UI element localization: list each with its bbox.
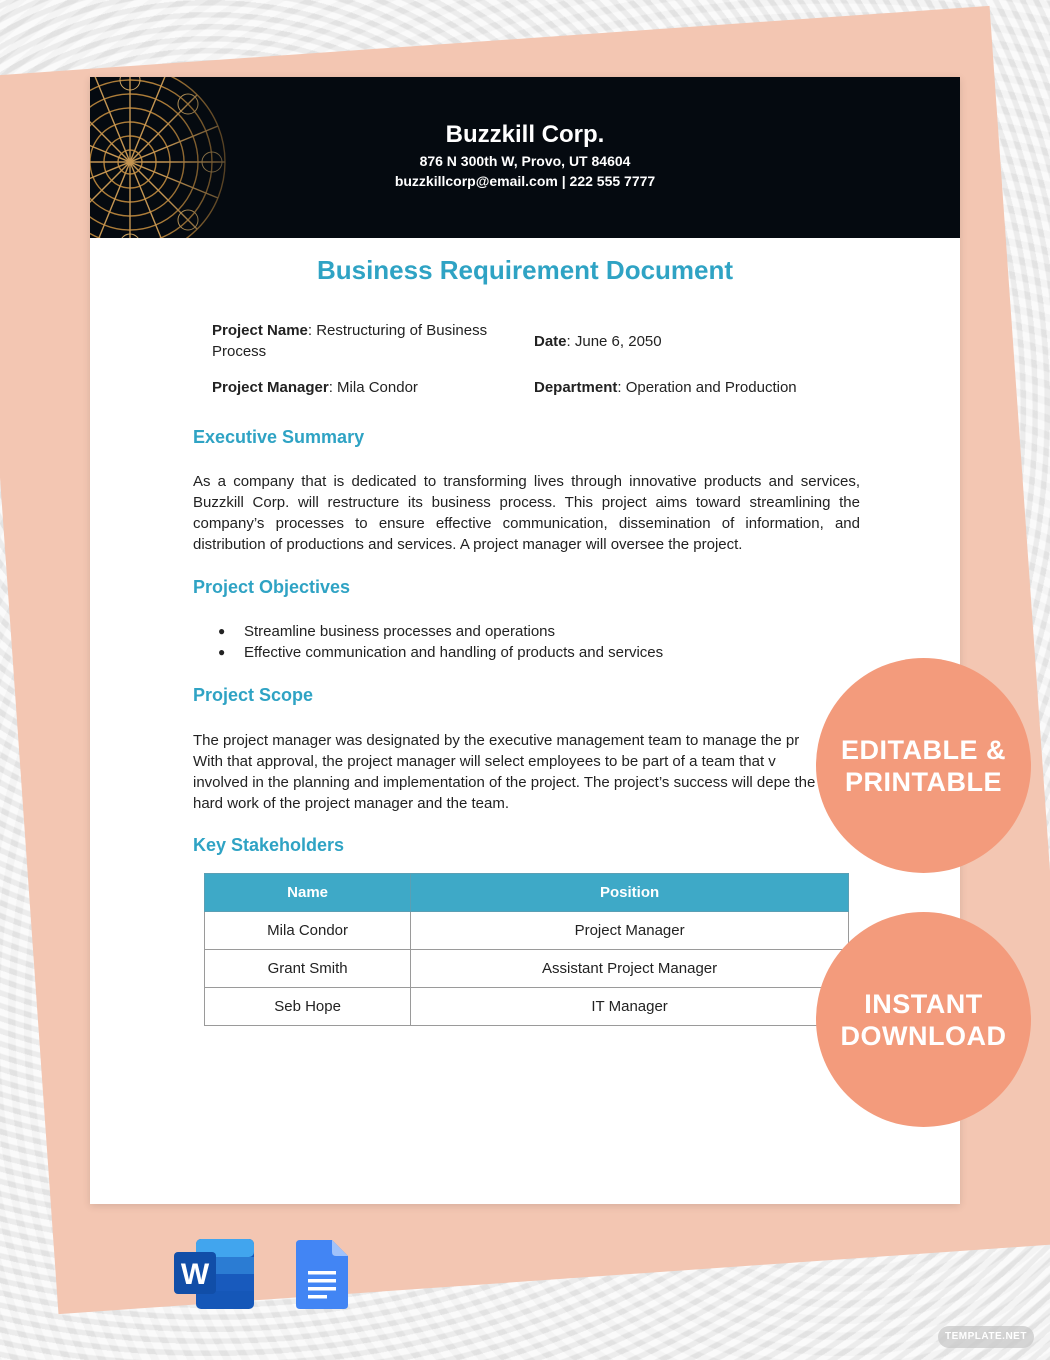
stakeholders-table: [204, 873, 849, 1026]
meta-project-name: [212, 320, 512, 362]
column-header-position: Position: [411, 874, 849, 912]
editable-printable-badge: [816, 658, 1031, 873]
executive-summary-heading: Executive Summary: [193, 427, 365, 447]
badge-line: EDITABLE &: [841, 734, 1006, 765]
column-header-name: Name: [205, 874, 411, 912]
date-value: : June 6, 2050: [566, 333, 662, 350]
instant-download-badge: [816, 912, 1031, 1127]
project-name-label: Project Name: [212, 322, 308, 339]
badge-line: INSTANT: [864, 988, 983, 1019]
manager-value: : Mila Condor: [328, 379, 418, 396]
meta-date: [534, 331, 662, 352]
date-label: Date: [534, 333, 567, 350]
table-cell: Grant Smith: [205, 950, 411, 988]
project-scope-text: The project manager was designated by the executive management team to manage the pr With that approval, the project manager will select employees to be part of a team that v involved in the planning and implementation of the project. The project’s success will depe the hard work of the project manager and the team.: [193, 732, 816, 812]
manager-label: Project Manager: [212, 379, 329, 396]
table-cell: Seb Hope: [205, 988, 411, 1026]
company-contact: buzzkillcorp@email.com | 222 555 7777: [394, 173, 656, 189]
badge-line: PRINTABLE: [845, 766, 1002, 797]
objective-text: Streamline business processes and operations: [244, 623, 556, 640]
company-address: 876 N 300th W, Provo, UT 84604: [419, 153, 631, 169]
meta-department: [534, 377, 797, 398]
table-header-row: [205, 874, 849, 912]
table-cell: Assistant Project Manager: [411, 950, 849, 988]
table-cell: IT Manager: [411, 988, 849, 1026]
list-item: [218, 621, 663, 642]
key-stakeholders-heading: Key Stakeholders: [193, 835, 345, 855]
list-item: [218, 642, 663, 663]
project-name-value: : Restructuring of Business Process: [212, 322, 488, 360]
table-cell: Project Manager: [411, 912, 849, 950]
bullet-icon: ●: [218, 624, 226, 638]
meta-project-manager: [212, 377, 418, 398]
company-name: Buzzkill Corp.: [445, 121, 605, 148]
objective-text: Effective communication and handling of products and services: [244, 644, 664, 661]
project-scope-heading: Project Scope: [193, 685, 314, 705]
word-icon: [174, 1239, 254, 1309]
project-objectives-heading: Project Objectives: [193, 577, 351, 597]
table-cell: Mila Condor: [205, 912, 411, 950]
letterhead: [90, 77, 960, 238]
bullet-icon: ●: [218, 645, 226, 659]
google-docs-icon: [296, 1240, 348, 1309]
table-row: [205, 950, 849, 988]
svg-text:W: W: [180, 1258, 210, 1291]
brand-watermark: TEMPLATE.NET: [938, 1326, 1034, 1348]
document-title: Business Requirement Document: [316, 255, 734, 285]
department-label: Department: [534, 379, 618, 396]
badge-line: DOWNLOAD: [840, 1020, 1007, 1051]
table-row: [205, 912, 849, 950]
table-row: [205, 988, 849, 1026]
executive-summary-text: As a company that is dedicated to transforming lives through innovative products and services, Buzzkill Corp. will restructure its business process. This project aims toward streamlining the company’s processes to ensure effective communication, dissemination of information, and distribution of productions and services. A project manager will oversee the project.: [193, 473, 860, 553]
department-value: : Operation and Production: [617, 379, 797, 396]
objectives-list: [218, 621, 663, 663]
